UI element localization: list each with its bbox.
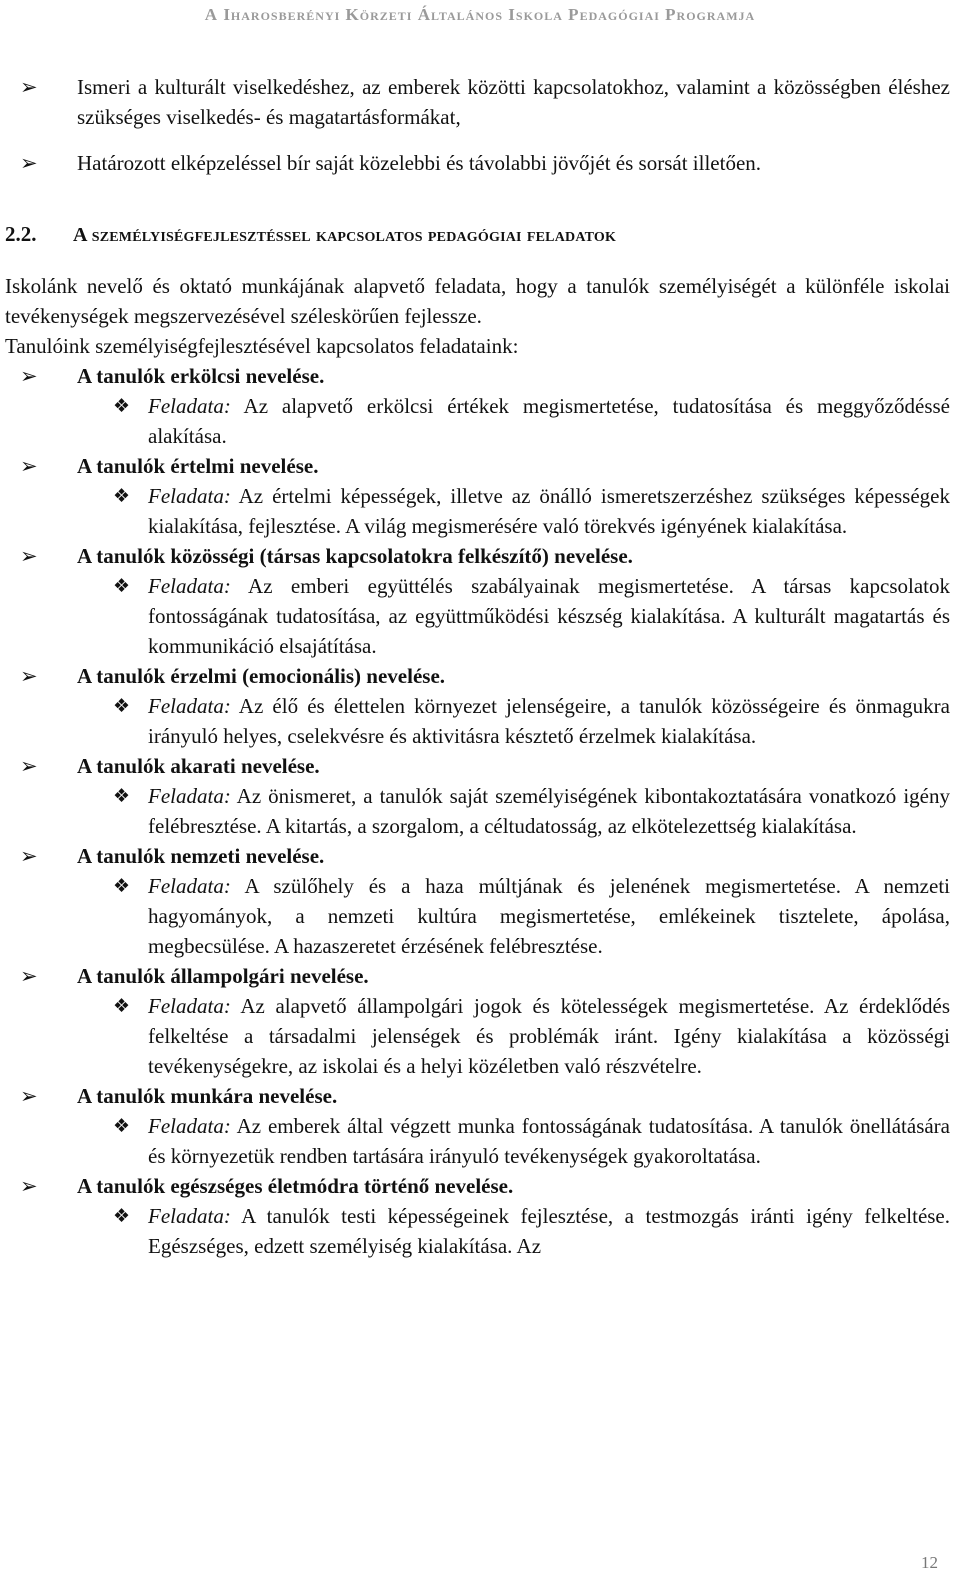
task-text: Az alapvető erkölcsi értékek megismertetése, tudatosítása és meggyőződéssé alakítása. (148, 394, 950, 448)
goal-item (5, 1081, 950, 1111)
section-title: A személyiségfejlesztéssel kapcsolatos pedagógiai feladatok (73, 224, 617, 246)
header-segment: P (665, 5, 677, 24)
goal-title: A tanulók egészséges életmódra történő nevelése. (77, 1174, 514, 1198)
diamond-bullet-icon: ❖ (113, 485, 131, 507)
diamond-bullet-icon: ❖ (113, 695, 131, 717)
diamond-bullet-icon: ❖ (113, 1115, 131, 1137)
goals-lead: Tanulóink személyiségfejlesztésével kapcsolatos feladataink: (5, 334, 519, 358)
arrow-bullet-icon: ➢ (20, 151, 38, 175)
arrow-bullet-icon: ➢ (20, 364, 38, 388)
arrow-bullet-icon: ➢ (20, 454, 38, 478)
intro-bullet-text: Ismeri a kulturált viselkedéshez, az emberek közötti kapcsolatokhoz, valamint a közösségben éléshez szükséges viselkedés- és magatartásformákat, (77, 75, 950, 129)
goal-title: A tanulók akarati nevelése. (77, 754, 320, 778)
task-label: Feladata: (148, 484, 231, 508)
goal-task (5, 871, 950, 961)
header-segment: A (204, 5, 219, 24)
header-segment: edagógiai (579, 5, 666, 24)
task-label: Feladata: (148, 574, 231, 598)
goal-title: A tanulók munkára nevelése. (77, 1084, 338, 1108)
intro-bullet-text: Határozott elképzeléssel bír saját közelebbi és távolabbi jövőjét és sorsát illetően. (77, 151, 762, 175)
arrow-bullet-icon: ➢ (20, 754, 38, 778)
goal-task (5, 991, 950, 1081)
arrow-bullet-icon: ➢ (20, 544, 38, 568)
header-segment: Á (417, 5, 431, 24)
goal-item (5, 841, 950, 871)
task-text: Az emberi együttélés szabályainak megismertetése. A társas kapcsolatok fontosságának tudatosítása, az együttműködési készség kialakítása. A kulturált magatartás és kommunikáció elsajátítása. (148, 574, 950, 658)
arrow-bullet-icon: ➢ (20, 75, 38, 99)
arrow-bullet-icon: ➢ (20, 844, 38, 868)
header-segment: P (568, 5, 580, 24)
goal-item (5, 1171, 950, 1201)
goal-title: A tanulók erkölcsi nevelése. (77, 364, 325, 388)
task-label: Feladata: (148, 1114, 231, 1138)
task-label: Feladata: (148, 874, 231, 898)
header-segment: I (508, 5, 516, 24)
goal-title: A tanulók nemzeti nevelése. (77, 844, 325, 868)
goal-list (5, 361, 950, 1261)
task-label: Feladata: (148, 1204, 231, 1228)
running-header (0, 5, 960, 25)
task-label: Feladata: (148, 994, 231, 1018)
intro-bullet (5, 148, 950, 178)
diamond-bullet-icon: ❖ (113, 395, 131, 417)
section-number: 2.2. (5, 222, 37, 246)
task-text: A tanulók testi képességeinek fejlesztése, a testmozgás iránti igény felkeltése. Egészséges, edzett személyiség kialakítása. Az (148, 1204, 951, 1258)
arrow-bullet-icon: ➢ (20, 1174, 38, 1198)
goal-task (5, 391, 950, 451)
goal-title: A tanulók értelmi nevelése. (77, 454, 319, 478)
goal-task (5, 571, 950, 661)
goal-task (5, 1201, 950, 1261)
goal-item (5, 451, 950, 481)
task-text: Az önismeret, a tanulók saját személyiségének kibontakoztatására vonatkozó igény felébresztése. A kitartás, a szorgalom, a céltudatosság, az elkötelezettség kialakítása. (148, 784, 950, 838)
task-text: Az emberek által végzett munka fontosságának tudatosítása. A tanulók önellátására és környezetük rendben tartására irányuló tevékenységek gyakoroltatása. (148, 1114, 950, 1168)
page-content (5, 72, 950, 1261)
arrow-bullet-icon: ➢ (20, 964, 38, 988)
task-text: A szülőhely és a haza múltjának és jelenének megismertetése. A nemzeti hagyományok, a nemzeti kultúra megismertetése, emlékeinek tisztelete, ápolása, megbecsülése. A hazaszeretet érzésének felébresztése. (148, 874, 950, 958)
header-segment: örzeti (359, 5, 418, 24)
header-segment: K (345, 5, 360, 24)
diamond-bullet-icon: ❖ (113, 785, 131, 807)
task-label: Feladata: (148, 394, 231, 418)
diamond-bullet-icon: ❖ (113, 995, 131, 1017)
task-label: Feladata: (148, 784, 231, 808)
intro-paragraph: Iskolánk nevelő és oktató munkájának alapvető feladata, hogy a tanulók személyiségét a különféle iskolai tevékenységek megszervezésével széleskörűen fejlessze. (5, 274, 950, 328)
goal-task (5, 781, 950, 841)
arrow-bullet-icon: ➢ (20, 1084, 38, 1108)
goal-task (5, 691, 950, 751)
section-heading (5, 222, 950, 247)
header-segment: rogramja (676, 5, 756, 24)
goal-title: A tanulók állampolgári nevelése. (77, 964, 369, 988)
task-text: Az élő és élettelen környezet jelenségeire, a tanulók közösségeire és önmagukra irányuló helyes, cselekvésre és aktivitásra késztető érzelmek kialakítása. (148, 694, 950, 748)
goal-item (5, 961, 950, 991)
intro-bullet-list (5, 72, 950, 178)
goal-title: A tanulók közösségi (társas kapcsolatokra felkészítő) nevelése. (77, 544, 633, 568)
goal-item (5, 661, 950, 691)
diamond-bullet-icon: ❖ (113, 1205, 131, 1227)
task-label: Feladata: (148, 694, 231, 718)
goal-item (5, 751, 950, 781)
diamond-bullet-icon: ❖ (113, 875, 131, 897)
task-text: Az értelmi képességek, illetve az önálló ismeretszerzéshez szükséges képességek kialakítása, fejlesztése. A világ megismerésére való törekvés igényének kialakítása. (148, 484, 950, 538)
header-segment: skola (515, 5, 569, 24)
header-segment: Iharosberényi (218, 5, 346, 24)
goal-task (5, 481, 950, 541)
intro-bullet (5, 72, 950, 132)
task-text: Az alapvető állampolgári jogok és kötelességek megismertetése. Az érdeklődés felkeltése a társadalmi jelenségek és problémák iránt. Igény kialakítása a közösségi tevékenységekre, az iskolai és a helyi közéletben való részvételre. (148, 994, 951, 1078)
page-number: 12 (921, 1553, 938, 1572)
goal-item (5, 361, 950, 391)
header-segment: ltalános (431, 5, 509, 24)
goal-task (5, 1111, 950, 1171)
diamond-bullet-icon: ❖ (113, 575, 131, 597)
arrow-bullet-icon: ➢ (20, 664, 38, 688)
goal-item (5, 541, 950, 571)
goal-title: A tanulók érzelmi (emocionális) nevelése. (77, 664, 446, 688)
